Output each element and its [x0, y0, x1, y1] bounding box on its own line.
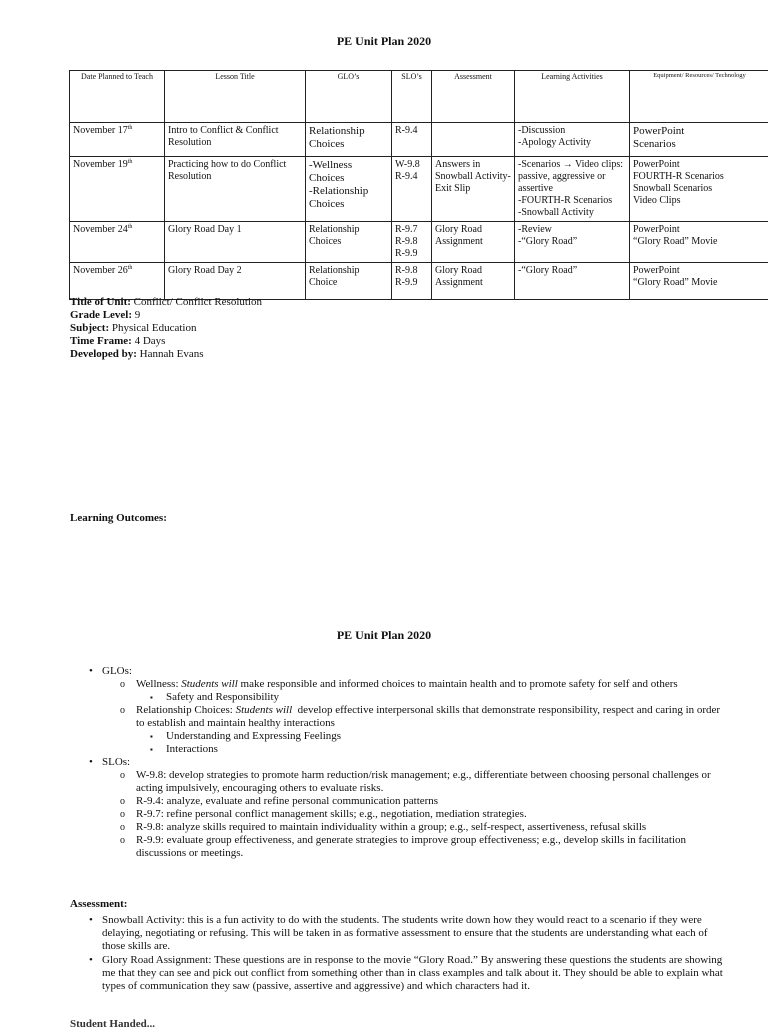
slo-cell: W-9.8 R-9.4: [392, 157, 432, 222]
page-title-2: PE Unit Plan 2020: [0, 628, 768, 643]
unit-info: [70, 296, 262, 361]
header-equipment: Equipment/ Resources/ Technology: [630, 71, 768, 123]
glos-item: [70, 665, 730, 756]
table-row: [70, 123, 768, 157]
slos-item: [70, 756, 730, 860]
time-frame-value: 4 Days: [135, 335, 166, 347]
activities-cell: -Scenarios → Video clips: passive, aggressive or assertive -FOURTH-R Scenarios -Snowball Activity: [515, 157, 630, 222]
glo-cell: Relationship Choices: [306, 123, 392, 157]
glo-wellness: [114, 678, 730, 704]
developer-label: Developed by:: [70, 348, 137, 360]
header-date: Date Planned to Teach: [70, 71, 165, 123]
date-cell: [70, 263, 165, 300]
glo-rel-sub-1: ▪ Understanding and Expressing Feelings: [140, 730, 730, 743]
assessment-item: • Snowball Activity: this is a fun activity to do with the students. The students write down how they would react to a scenario if they were delaying, negotiating or refusing. This will be taken in as formative assessment to ensure that the students are understanding what each of those skills are.: [70, 914, 730, 953]
glo-cell: -Wellness Choices -Relationship Choices: [306, 157, 392, 222]
glo-wellness-text: make responsible and informed choices to maintain health and to promote safety for self and others: [238, 678, 678, 690]
date-text: November 26: [73, 265, 128, 276]
cutoff-text: Student Handed...: [70, 1018, 155, 1030]
page-title: PE Unit Plan 2020: [0, 34, 768, 49]
time-frame-line: [70, 335, 262, 348]
slo-cell: R-9.4: [392, 123, 432, 157]
equipment-cell: PowerPoint FOURTH-R Scenarios Snowball Scenarios Video Clips: [630, 157, 768, 222]
slo-item: o R-9.4: analyze, evaluate and refine personal communication patterns: [114, 795, 730, 808]
grade-label: Grade Level:: [70, 309, 132, 321]
table-row: [70, 157, 768, 222]
slo-item: o W-9.8: develop strategies to promote harm reduction/risk management; e.g., differentiate between choosing personal challenges or acting impulsively, encouraging others to evaluate risks.: [114, 769, 730, 795]
glo-rel-prefix: Relationship Choices:: [136, 704, 236, 716]
slos-label: SLOs:: [102, 756, 130, 768]
assessment-section: [70, 914, 730, 994]
glo-rel-text: develop effective interpersonal skills that demonstrate responsibility, respect and caring in order to establish and maintain healthy interactions: [136, 704, 723, 729]
header-assessment: Assessment: [432, 71, 515, 123]
glo-wellness-em: Students will: [181, 678, 238, 690]
equipment-cell: PowerPoint Scenarios: [630, 123, 768, 157]
activities-cell: -Review -“Glory Road”: [515, 222, 630, 263]
date-suffix: th: [128, 224, 133, 230]
glo-cell: Relationship Choices: [306, 222, 392, 263]
glo-wellness-prefix: Wellness:: [136, 678, 181, 690]
date-cell: [70, 123, 165, 157]
header-slo: SLO’s: [392, 71, 432, 123]
date-suffix: th: [128, 125, 133, 131]
slo-cell: R-9.7 R-9.8 R-9.9: [392, 222, 432, 263]
assessment-cell: Glory Road Assignment: [432, 263, 515, 300]
subject-label: Subject:: [70, 322, 109, 334]
date-text: November 19: [73, 159, 128, 170]
assessment-heading: Assessment:: [70, 898, 127, 910]
glo-relationship: [114, 704, 730, 756]
glos-label: GLOs:: [102, 665, 132, 677]
outcomes-section: [70, 665, 730, 860]
glo-rel-sub-2: ▪ Interactions: [140, 743, 730, 756]
slo-item: o R-9.9: evaluate group effectiveness, and generate strategies to improve group effectiveness; e.g., develop skills in facilitation discussions or meetings.: [114, 834, 730, 860]
glo-wellness-sub: ▪ Safety and Responsibility: [140, 691, 730, 704]
slo-cell: R-9.8 R-9.9: [392, 263, 432, 300]
table-row: [70, 263, 768, 300]
date-text: November 17: [73, 125, 128, 136]
lesson-cell: Practicing how to do Conflict Resolution: [165, 157, 306, 222]
subject-line: [70, 322, 262, 335]
glo-rel-em: Students will: [236, 704, 293, 716]
learning-outcomes-heading: Learning Outcomes:: [70, 512, 167, 524]
time-frame-label: Time Frame:: [70, 335, 132, 347]
table-row: [70, 222, 768, 263]
assessment-item: • Glory Road Assignment: These questions are in response to the movie “Glory Road.” By answering these questions the students are showing me that they can see and pick out conflict from something other than in class examples and talk about it. They should be able to explain what types of communication they saw (passive, assertive and aggressive) and which characters had it.: [70, 954, 730, 993]
unit-title-label: Title of Unit:: [70, 296, 131, 308]
unit-title-line: [70, 296, 262, 309]
date-suffix: th: [128, 265, 133, 271]
header-glo: GLO’s: [306, 71, 392, 123]
lesson-cell: Glory Road Day 2: [165, 263, 306, 300]
date-suffix: th: [128, 159, 133, 165]
lesson-cell: Intro to Conflict & Conflict Resolution: [165, 123, 306, 157]
unit-title-value: Conflict/ Conflict Resolution: [134, 296, 262, 308]
equipment-cell: PowerPoint “Glory Road” Movie: [630, 263, 768, 300]
subject-value: Physical Education: [112, 322, 197, 334]
table-header-row: [70, 71, 768, 123]
grade-line: [70, 309, 262, 322]
assessment-cell: Answers in Snowball Activity-Exit Slip: [432, 157, 515, 222]
date-text: November 24: [73, 224, 128, 235]
date-cell: [70, 157, 165, 222]
slo-item: o R-9.7: refine personal conflict management skills; e.g., negotiation, mediation strategies.: [114, 808, 730, 821]
glo-cell: Relationship Choice: [306, 263, 392, 300]
equipment-cell: PowerPoint “Glory Road” Movie: [630, 222, 768, 263]
activities-cell: -Discussion -Apology Activity: [515, 123, 630, 157]
activities-cell: -“Glory Road”: [515, 263, 630, 300]
assessment-cell: [432, 123, 515, 157]
lesson-cell: Glory Road Day 1: [165, 222, 306, 263]
unit-plan-table: [69, 70, 768, 300]
grade-value: 9: [135, 309, 141, 321]
slo-item: o R-9.8: analyze skills required to maintain individuality within a group; e.g., self-respect, assertiveness, refusal skills: [114, 821, 730, 834]
assessment-cell: Glory Road Assignment: [432, 222, 515, 263]
header-activities: Learning Activities: [515, 71, 630, 123]
developer-value: Hannah Evans: [140, 348, 204, 360]
developer-line: [70, 348, 262, 361]
date-cell: [70, 222, 165, 263]
header-lesson: Lesson Title: [165, 71, 306, 123]
